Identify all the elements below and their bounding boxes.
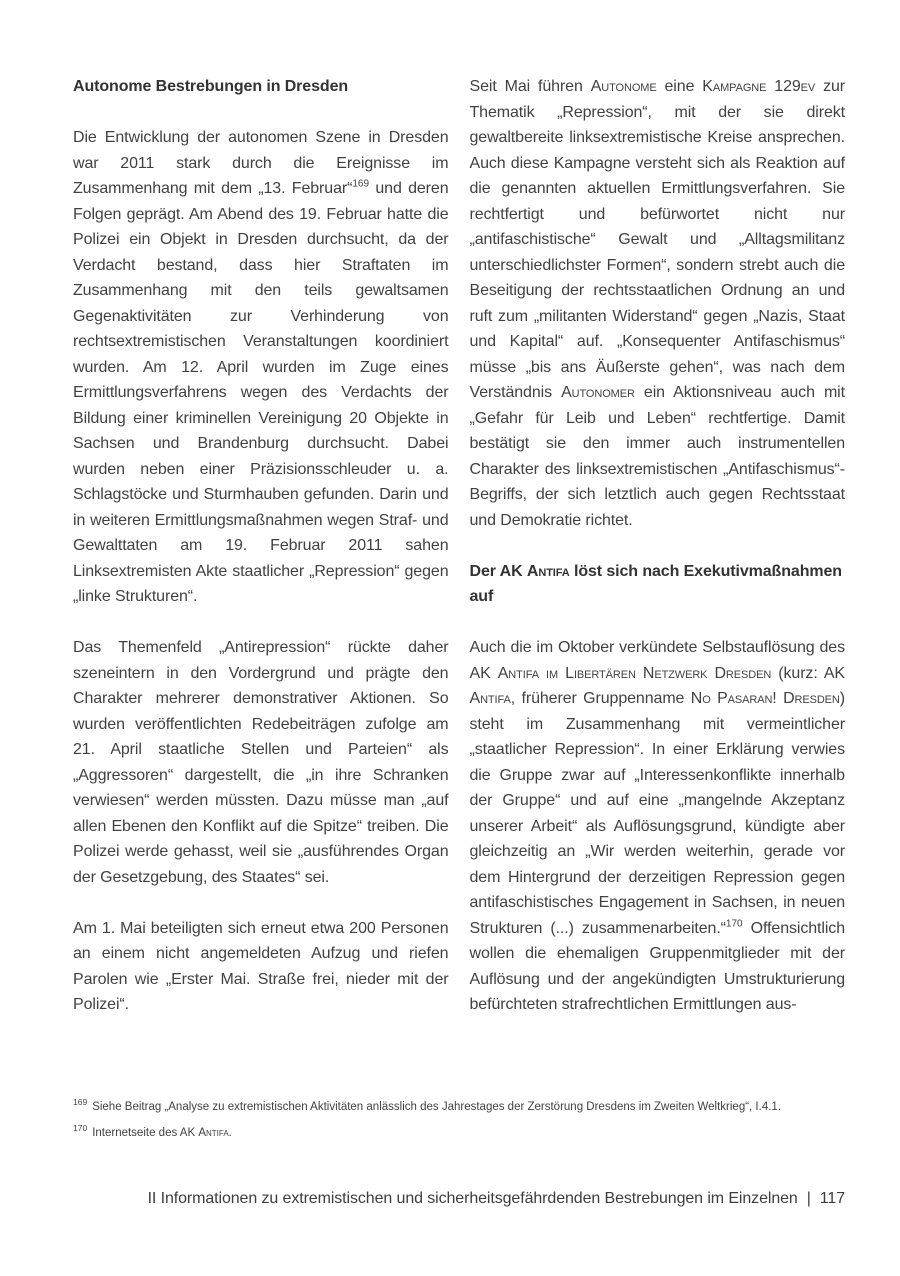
text-run: eine [656, 78, 703, 95]
paragraph [73, 125, 449, 610]
text-run: und deren Folgen geprägt. Am Abend des 19. Februar hatte die Polizei ein Objekt in Dresden durchsucht, da der Verdacht bestand, dass hier Straftaten im Zusammenhang mit den teils gewaltsamen Gegenaktivitäten zur Verhinderung von rechtsextremistischen Veranstaltungen koordiniert wurden. Am 12. April wurden im Zuge eines Ermittlungsverfahrens wegen des Verdachts der Bildung einer kriminellen Vereinigung 20 Objekte in Sachsen und Brandenburg durchsucht. Dabei wurden neben einer Präzisionsschleuder u. a. Schlagstöcke und Sturmhauben gefunden. Darin und in weiteren Ermittlungsmaßnahmen wegen Straf- und Gewalttaten am 19. Februar 2011 sahen Linksextremisten Akte staatlicher „Repression“ gegen „linke Strukturen“. [73, 180, 449, 605]
text-run: Siehe Beitrag „Analyse zu extremistischen Aktivitäten anlässlich des Jahrestages der Zerstörung Dresdens im Zweiten Weltkrieg“, I.4.1. [92, 1101, 782, 1113]
text-run: Seit Mai führen [469, 78, 591, 95]
footnote-ref: 170 [725, 918, 743, 930]
smallcaps-name: No Pasaran! Dresden [690, 690, 840, 707]
section-heading [73, 74, 449, 100]
footnotes-section [73, 1094, 845, 1146]
text-run: (kurz: AK [771, 664, 845, 682]
footnote-ref: 169 [352, 178, 370, 190]
left-column [73, 74, 449, 1018]
smallcaps-name: Kampagne 129ev [702, 78, 816, 95]
smallcaps-name: Antifa [198, 1127, 229, 1139]
footnote-item [73, 1120, 845, 1146]
paragraph [470, 74, 846, 533]
text-run: Der AK [469, 562, 527, 580]
footer-separator: | [806, 1190, 811, 1207]
text-run: Am 1. Mai beteiligten sich erneut etwa 200 Personen an einem nicht angemeldeten Aufzug und riefen Parolen wie „Erster Mai. Straße frei, nieder mit der Polizei“. [73, 919, 449, 1013]
text-run: zur Thematik „Repression“, mit der sie direkt gewaltbereite linksextremistische Kreise ansprechen. Auch diese Kampagne versteht sich als Reaktion auf die genannten aktuellen Ermittlungsverfahren. Sie rechtfertigt und befürwortet nicht nur „antifaschistische“ Gewalt und „Alltagsmilitanz unterschiedlichster Formen“, sondern strebt auch die Beseitigung der rechtsstaatlichen Ordnung an und ruft zum „militanten Widerstand“ gegen „Nazis, Staat und Kapital“ auf. „Konsequenter Antifaschismus“ müsse „bis ans Äußerste gehen“, was nach dem Verständnis [469, 78, 846, 401]
text-run: ) steht im Zusammenhang mit vermeintlicher „staatlicher Repression“. In einer Erklärung verwies die Gruppe zwar auf „Interessenkonflikte innerhalb der Gruppe“ und auf eine „mangelnde Akzeptanz unserer Arbeit“ als Auflösungsgrund, kündigte aber gleichzeitig an „Wir werden weiterhin, gerade vor dem Hintergrund der derzeitigen Repression gegen antifaschistisches Engagement in Sachsen, in neuen Strukturen (...) zusammenarbeiten.“ [469, 690, 845, 937]
footer-page-number: 117 [819, 1190, 845, 1207]
text-run: Offensichtlich wollen die ehemaligen Gruppenmitglieder mit der Auflösung und der angekündigten Umstrukturierung befürchteten strafrechtlichen Ermittlungen aus- [469, 919, 845, 1013]
text-run: löst sich nach Exekutivmaßnahmen auf [469, 562, 842, 605]
smallcaps-name: Antifa im Libertären Netzwerk Dresden [497, 664, 772, 682]
right-column [470, 74, 846, 1018]
text-columns [73, 74, 845, 1018]
text-run: ein Aktionsniveau auch mit „Gefahr für Leib und Leben“ rechtfertige. Damit bestätigt sie den immer auch instrumentellen Charakter des linksextremistischen „Antifaschismus“-Begriffs, der sich letztlich auch gegen Rechtsstaat und Demokratie richtet. [469, 384, 845, 529]
paragraph [73, 916, 449, 1018]
text-run: Autonome Bestrebungen in Dresden [73, 78, 349, 95]
section-heading [470, 559, 846, 610]
smallcaps-name: Antifa [526, 562, 570, 580]
text-run: , früherer Gruppenname [510, 690, 691, 707]
smallcaps-name: Autonomer [561, 384, 635, 401]
smallcaps-name: Autonome [590, 78, 657, 95]
text-run: Auch die im Oktober verkündete Selbstauflösung des AK [469, 639, 845, 682]
text-run: Die Entwicklung der autonomen Szene in Dresden war 2011 stark durch die Ereignisse im Zusammenhang mit dem „13. Februar“ [73, 129, 449, 197]
text-run: Das Themenfeld „Antirepression“ rückte daher szeneintern in den Vordergrund und prägte den Charakter mehrerer demonstrativer Aktionen. So wurden veröffentlichten Redebeiträgen zufolge am 21. April staatliche Stellen und Parteien“ als „Aggressoren“ dargestellt, die „in ihre Schranken verwiesen“ werden müssten. Dazu müsse man „auf allen Ebenen den Konflikt auf die Spitze“ treiben. Die Polizei werde gehasst, weil sie „ausführendes Organ der Gesetzgebung, des Staates“ sei. [73, 639, 449, 886]
paragraph [73, 635, 449, 890]
footnote-marker: 169 [73, 1097, 88, 1108]
footer-section-title: II Informationen zu extremistischen und sicherheitsgefährdenden Bestrebungen im Einzelnen [147, 1190, 798, 1207]
text-run: . [228, 1127, 232, 1139]
footnote-item [73, 1094, 845, 1120]
text-run: Internetseite des AK [92, 1127, 199, 1139]
page-footer [73, 1190, 845, 1208]
paragraph [470, 635, 846, 1018]
smallcaps-name: Antifa [469, 690, 511, 707]
footnote-marker: 170 [73, 1123, 88, 1134]
